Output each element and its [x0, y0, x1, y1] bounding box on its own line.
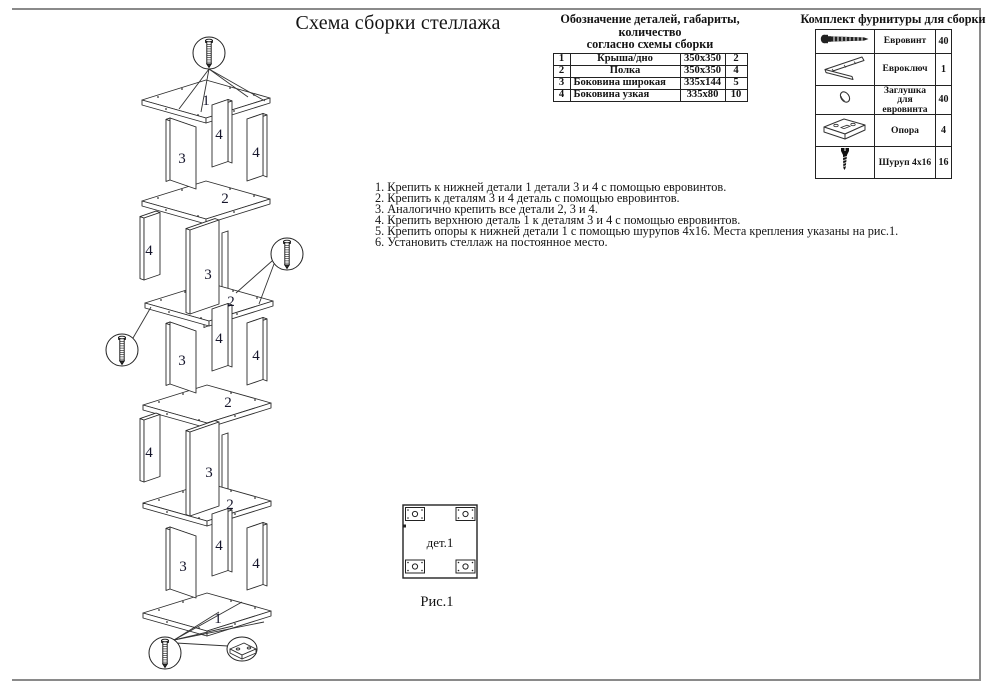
figure-caption: Рис.1	[420, 594, 454, 610]
part-label-3: 3	[179, 559, 187, 575]
hardware-name: Шуруп 4x16	[875, 147, 936, 179]
confirmat-screw-icon	[119, 336, 126, 364]
hardware-table-block	[797, 13, 989, 179]
parts-table	[553, 53, 748, 102]
figure-part-label: дет.1	[426, 535, 454, 550]
part-label-4: 4	[252, 348, 260, 364]
hardware-name: Евровинт	[875, 29, 936, 53]
part-size: 350x350	[680, 53, 725, 65]
wide-side-panel	[186, 219, 219, 314]
wood-screw-icon	[816, 147, 875, 179]
part-label-3: 3	[205, 465, 213, 481]
part-label-4: 4	[215, 331, 223, 347]
confirmat-screw-icon	[206, 39, 213, 67]
assembly-instructions	[375, 182, 935, 249]
table-row	[553, 77, 747, 89]
bottom-panel-drill-figure	[398, 500, 488, 612]
confirmat-screw-icon	[162, 639, 169, 667]
table-row	[816, 147, 952, 179]
page-title: Схема сборки стеллажа	[295, 12, 501, 34]
shelf-panel	[142, 181, 270, 224]
part-size: 350x350	[680, 65, 725, 77]
part-label-4: 4	[215, 538, 223, 554]
hardware-table-title: Комплект фурнитуры для сборки	[800, 12, 986, 26]
table-row	[816, 29, 952, 53]
part-label-4: 4	[215, 127, 223, 143]
part-label-2: 2	[226, 497, 234, 513]
part-num: 2	[553, 65, 570, 77]
part-label-2: 2	[227, 294, 235, 310]
part-label-4: 4	[145, 445, 153, 461]
screw-cap-icon	[816, 85, 875, 115]
table-row	[553, 89, 747, 101]
part-name: Крыша/дно	[570, 53, 680, 65]
hardware-name: Евроключ	[875, 53, 936, 85]
hardware-qty: 1	[936, 53, 952, 85]
part-qty: 5	[725, 77, 747, 89]
screw-callout	[271, 238, 303, 270]
part-name: Боковина широкая	[570, 77, 680, 89]
part-label-4: 4	[252, 556, 260, 572]
hardware-qty: 40	[936, 85, 952, 115]
part-num: 4	[553, 89, 570, 101]
confirmat-screw-icon	[284, 240, 291, 268]
parts-table-title-line2: согласно схемы сборки	[586, 37, 714, 51]
instruction-step: 1. Крепить к нижней детали 1 детали 3 и 4 с помощью евровинтов.	[375, 180, 727, 194]
shelving-exploded-diagram	[50, 25, 320, 685]
table-row	[553, 65, 747, 77]
part-qty: 4	[725, 65, 747, 77]
support-foot-callout	[227, 637, 257, 661]
part-label-4: 4	[145, 243, 153, 259]
bottom-panel	[143, 593, 271, 636]
part-name: Полка	[570, 65, 680, 77]
part-size: 335x80	[680, 89, 725, 101]
instruction-step: 5. Крепить опоры к нижней детали 1 с помощью шурупов 4х16. Места крепления указаны на рис.1.	[375, 224, 899, 239]
hardware-name: Заглушка для евровинта	[875, 85, 936, 115]
hardware-name: Опора	[875, 115, 936, 147]
screw-callout	[193, 37, 225, 69]
part-label-4: 4	[252, 145, 260, 161]
wide-side-panel	[186, 421, 219, 516]
part-label-2: 2	[221, 191, 229, 207]
instruction-step: 2. Крепить к деталям 3 и 4 деталь с помощью евровинтов.	[375, 191, 680, 206]
instruction-step: 4. Крепить верхнюю деталь 1 к деталям 3 и 4 с помощью евровинтов.	[375, 213, 741, 228]
parts-table-title-line1: Обозначение деталей, габариты, количество	[560, 12, 740, 39]
hardware-qty: 4	[936, 115, 952, 147]
part-label-1: 1	[214, 611, 222, 627]
part-qty: 10	[725, 89, 747, 101]
table-row	[553, 53, 747, 65]
table-row	[816, 115, 952, 147]
part-label-1: 1	[202, 93, 210, 109]
table-row	[816, 53, 952, 85]
confirmat-screw-icon	[816, 29, 875, 53]
part-label-3: 3	[204, 267, 212, 283]
screw-callout	[149, 637, 181, 669]
hardware-qty: 40	[936, 29, 952, 53]
part-num: 3	[553, 77, 570, 89]
hardware-table	[815, 29, 952, 180]
part-qty: 2	[725, 53, 747, 65]
part-size: 335x144	[680, 77, 725, 89]
instruction-step: 3. Аналогично крепить все детали 2, 3 и 4.	[375, 202, 598, 217]
part-label-3: 3	[178, 353, 186, 369]
shelf-panel	[143, 385, 271, 428]
part-label-2: 2	[224, 395, 232, 411]
instruction-step: 6. Установить стеллаж на постоянное место.	[375, 235, 608, 250]
hex-key-icon	[816, 53, 875, 85]
part-label-3: 3	[178, 151, 186, 167]
support-foot-icon	[816, 115, 875, 147]
screw-callout	[106, 334, 138, 366]
parts-table-block	[531, 13, 769, 102]
hardware-qty: 16	[936, 147, 952, 179]
table-row	[816, 85, 952, 115]
part-num: 1	[553, 53, 570, 65]
page-top-rule	[12, 8, 980, 10]
part-name: Боковина узкая	[570, 89, 680, 101]
